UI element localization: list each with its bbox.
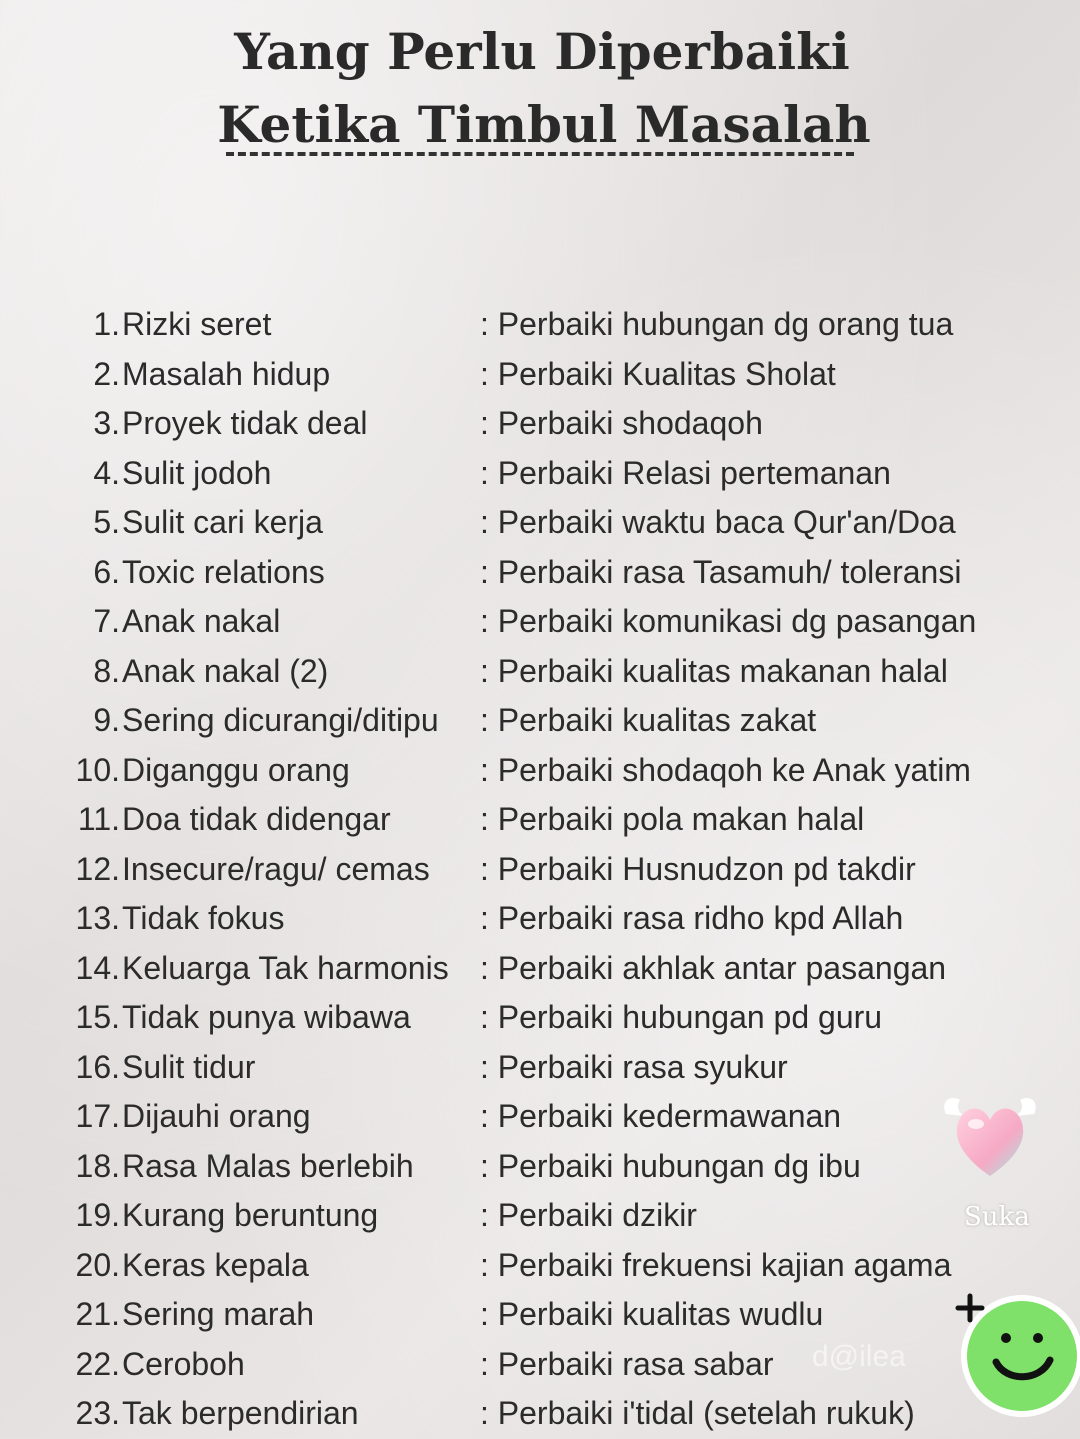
item-fix: : Perbaiki frekuensi kajian agama — [480, 1246, 952, 1283]
list-item — [0, 399, 1080, 447]
list-item — [0, 1092, 1080, 1140]
list-item — [0, 746, 1080, 794]
list-item — [0, 1389, 1080, 1437]
page-title-line2: Ketika Timbul Masalah — [217, 95, 871, 154]
winged-heart-icon[interactable] — [938, 1088, 1042, 1184]
item-fix: : Perbaiki Husnudzon pd takdir — [480, 850, 916, 887]
item-number: 3. — [93, 405, 120, 441]
item-problem: Keras kepala — [122, 1246, 309, 1283]
list-item — [0, 1290, 1080, 1338]
item-problem: Masalah hidup — [122, 355, 331, 392]
item-number: 13. — [75, 900, 120, 936]
list-item — [0, 597, 1080, 645]
item-number: 11. — [77, 801, 120, 837]
watermark: d@ilea — [812, 1340, 906, 1373]
item-problem: Diganggu orang — [122, 751, 350, 788]
item-number: 17. — [75, 1098, 120, 1134]
list-item — [0, 449, 1080, 497]
item-problem: Sering marah — [122, 1296, 315, 1332]
item-problem: Doa tidak didengar — [122, 801, 391, 837]
list-item — [0, 795, 1080, 843]
item-fix: : Perbaiki hubungan pd guru — [480, 999, 883, 1035]
item-fix: : Perbaiki hubungan dg orang tua — [480, 306, 954, 342]
item-problem: Proyek tidak deal — [122, 405, 368, 441]
title-dashed-divider — [226, 152, 854, 156]
list-item — [0, 993, 1080, 1041]
list-item — [0, 944, 1080, 992]
item-number: 8. — [93, 652, 120, 689]
item-fix: : Perbaiki rasa Tasamuh/ toleransi — [480, 553, 962, 590]
item-number: 22. — [75, 1345, 120, 1382]
list-item — [0, 350, 1080, 398]
like-label[interactable]: Suka — [964, 1202, 1030, 1232]
item-number: 5. — [93, 504, 120, 540]
item-fix: : Perbaiki kualitas zakat — [480, 702, 817, 738]
item-fix: : Perbaiki rasa ridho kpd Allah — [480, 900, 904, 936]
list-item — [0, 647, 1080, 695]
item-number: 23. — [75, 1395, 120, 1431]
item-problem: Sulit tidur — [122, 1048, 256, 1085]
item-number: 7. — [93, 603, 120, 639]
smiley-face-icon — [948, 1282, 1080, 1418]
item-number: 12. — [75, 850, 120, 887]
item-number: 21. — [75, 1296, 120, 1332]
item-problem: Sering dicurangi/ditipu — [122, 702, 439, 738]
item-fix: : Perbaiki kualitas wudlu — [480, 1296, 824, 1332]
item-problem: Toxic relations — [122, 553, 325, 590]
item-number: 2. — [93, 355, 120, 392]
item-fix: : Perbaiki kedermawanan — [480, 1098, 842, 1134]
item-fix: : Perbaiki waktu baca Qur'an/Doa — [480, 504, 956, 540]
item-fix: : Perbaiki Relasi pertemanan — [480, 454, 891, 491]
list-item — [0, 1340, 1080, 1388]
item-number: 10. — [75, 751, 120, 788]
item-fix: : Perbaiki shodaqoh — [480, 405, 763, 441]
item-number: 18. — [75, 1147, 120, 1184]
list-item — [0, 498, 1080, 546]
item-number: 6. — [93, 553, 120, 590]
item-problem: Dijauhi orang — [122, 1098, 311, 1134]
item-fix: : Perbaiki Kualitas Sholat — [480, 355, 836, 392]
list-item — [0, 894, 1080, 942]
item-problem: Anak nakal (2) — [122, 652, 329, 689]
page-title-line1: Yang Perlu Diperbaiki — [234, 22, 850, 81]
item-problem: Insecure/ragu/ cemas — [122, 850, 430, 887]
item-problem: Tidak punya wibawa — [122, 999, 411, 1035]
item-problem: Rasa Malas berlebih — [122, 1147, 414, 1184]
item-number: 1. — [93, 306, 120, 342]
list-item — [0, 548, 1080, 596]
list-item — [0, 1191, 1080, 1239]
item-problem: Kurang beruntung — [122, 1197, 379, 1233]
list-item — [0, 845, 1080, 893]
item-number: 20. — [75, 1246, 120, 1283]
item-fix: : Perbaiki akhlak antar pasangan — [480, 949, 947, 986]
item-fix: : Perbaiki rasa sabar — [480, 1345, 774, 1382]
item-number: 15. — [75, 999, 120, 1035]
item-problem: Rizki seret — [122, 306, 272, 342]
item-problem: Sulit cari kerja — [122, 504, 323, 540]
item-fix: : Perbaiki komunikasi dg pasangan — [480, 603, 977, 639]
item-number: 19. — [75, 1197, 120, 1233]
item-problem: Sulit jodoh — [122, 454, 272, 491]
item-fix: : Perbaiki shodaqoh ke Anak yatim — [480, 751, 971, 788]
item-fix: : Perbaiki kualitas makanan halal — [480, 652, 948, 689]
list-item — [0, 1043, 1080, 1091]
item-problem: Tidak fokus — [122, 900, 285, 936]
item-fix: : Perbaiki rasa syukur — [480, 1048, 788, 1085]
item-number: 9. — [93, 702, 120, 738]
list-item — [0, 1142, 1080, 1190]
list-item — [0, 300, 1080, 348]
list-item — [0, 1241, 1080, 1289]
item-number: 16. — [75, 1048, 120, 1085]
item-number: 14. — [75, 949, 120, 986]
item-problem: Ceroboh — [122, 1345, 245, 1382]
item-fix: : Perbaiki pola makan halal — [480, 801, 865, 837]
item-problem: Tak berpendirian — [122, 1395, 359, 1431]
list-item — [0, 696, 1080, 744]
item-problem: Keluarga Tak harmonis — [122, 949, 449, 986]
item-problem: Anak nakal — [122, 603, 281, 639]
item-fix: : Perbaiki i'tidal (setelah rukuk) — [480, 1395, 915, 1431]
item-fix: : Perbaiki dzikir — [480, 1197, 697, 1233]
item-number: 4. — [93, 454, 120, 491]
item-fix: : Perbaiki hubungan dg ibu — [480, 1147, 861, 1184]
